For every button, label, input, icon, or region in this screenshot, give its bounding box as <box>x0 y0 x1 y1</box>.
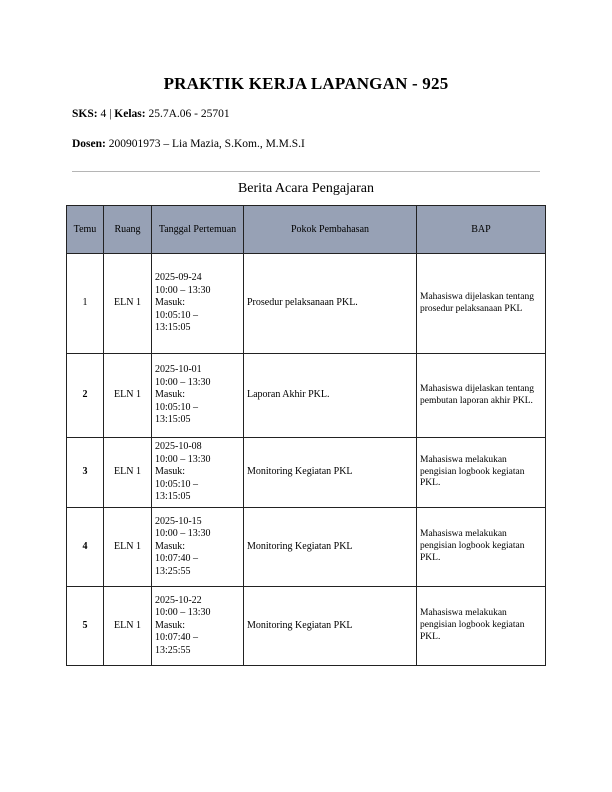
section-title: Berita Acara Pengajaran <box>237 181 375 196</box>
col-header-tanggal: Tanggal Pertemuan <box>152 206 244 254</box>
cell-bap: Mahasiswa melakukan pengisian logbook kegiatan PKL. <box>417 587 546 666</box>
keluar-time: 13:15:05 <box>155 414 191 426</box>
keluar-time: 13:25:55 <box>155 644 191 656</box>
cell-bap: Mahasiswa melakukan pengisian logbook kegiatan PKL. <box>417 438 546 508</box>
meeting-time: 10:00 – 13:30 <box>155 284 211 296</box>
cell-pokok: Monitoring Kegiatan PKL <box>244 587 417 666</box>
masuk-label: Masuk: <box>155 540 185 552</box>
keluar-time: 13:25:55 <box>155 565 191 577</box>
table-row <box>67 587 546 666</box>
masuk-time: 10:05:10 – <box>155 478 199 490</box>
masuk-time: 10:05:10 – <box>155 309 199 321</box>
masuk-time: 10:05:10 – <box>155 401 199 413</box>
col-header-ruang: Ruang <box>104 206 152 254</box>
sks-value: 4 <box>100 108 107 120</box>
bap-table <box>66 205 546 666</box>
meeting-date: 2025-10-15 <box>155 515 202 527</box>
meeting-date: 2025-10-01 <box>155 364 202 376</box>
lecturer-meta <box>72 138 305 150</box>
meeting-time: 10:00 – 13:30 <box>155 376 211 388</box>
keluar-time: 13:15:05 <box>155 491 191 503</box>
dosen-value: 200901973 – Lia Mazia, S.Kom., M.M.S.I <box>108 138 305 150</box>
cell-tanggal <box>152 587 244 666</box>
cell-tanggal <box>152 254 244 354</box>
cell-pokok: Prosedur pelaksanaan PKL. <box>244 254 417 354</box>
kelas-value: 25.7A.06 - 25701 <box>148 108 230 120</box>
meeting-time: 10:00 – 13:30 <box>155 607 211 619</box>
table-header-row <box>67 206 546 254</box>
cell-temu: 5 <box>67 587 104 666</box>
masuk-label: Masuk: <box>155 297 185 309</box>
cell-pokok: Monitoring Kegiatan PKL <box>244 438 417 508</box>
divider <box>72 171 540 172</box>
cell-bap: Mahasiswa dijelaskan tentang prosedur pelaksanaan PKL <box>417 254 546 354</box>
cell-pokok: Laporan Akhir PKL. <box>244 354 417 438</box>
meeting-date: 2025-10-22 <box>155 594 202 606</box>
dosen-label: Dosen: <box>72 138 106 150</box>
course-meta: SKS: 4 | Kelas: 25.7A.06 - 25701 <box>72 108 230 120</box>
cell-tanggal <box>152 354 244 438</box>
kelas-label: Kelas: <box>114 108 146 120</box>
meeting-time: 10:00 – 13:30 <box>155 453 211 465</box>
keluar-time: 13:15:05 <box>155 322 191 334</box>
meeting-date: 2025-10-08 <box>155 441 202 453</box>
meeting-date: 2025-09-24 <box>155 272 202 284</box>
table-row <box>67 354 546 438</box>
cell-tanggal <box>152 438 244 508</box>
masuk-time: 10:07:40 – <box>155 553 199 565</box>
cell-bap: Mahasiswa melakukan pengisian logbook kegiatan PKL. <box>417 508 546 587</box>
cell-temu: 3 <box>67 438 104 508</box>
cell-ruang: ELN 1 <box>104 508 152 587</box>
cell-tanggal <box>152 508 244 587</box>
cell-temu: 2 <box>67 354 104 438</box>
cell-temu: 4 <box>67 508 104 587</box>
col-header-pokok: Pokok Pembahasan <box>244 206 417 254</box>
table-row <box>67 508 546 587</box>
masuk-label: Masuk: <box>155 389 185 401</box>
table-row <box>67 438 546 508</box>
masuk-label: Masuk: <box>155 466 185 478</box>
cell-pokok: Monitoring Kegiatan PKL <box>244 508 417 587</box>
meeting-time: 10:00 – 13:30 <box>155 528 211 540</box>
col-header-bap: BAP <box>417 206 546 254</box>
sks-label: SKS: <box>72 108 98 120</box>
masuk-label: Masuk: <box>155 619 185 631</box>
cell-temu: 1 <box>67 254 104 354</box>
cell-ruang: ELN 1 <box>104 254 152 354</box>
cell-bap: Mahasiswa dijelaskan tentang pembutan laporan akhir PKL. <box>417 354 546 438</box>
page-title: PRAKTIK KERJA LAPANGAN - 925 <box>163 74 449 93</box>
cell-ruang: ELN 1 <box>104 354 152 438</box>
cell-ruang: ELN 1 <box>104 587 152 666</box>
masuk-time: 10:07:40 – <box>155 632 199 644</box>
table-row <box>67 254 546 354</box>
cell-ruang: ELN 1 <box>104 438 152 508</box>
col-header-temu: Temu <box>67 206 104 254</box>
